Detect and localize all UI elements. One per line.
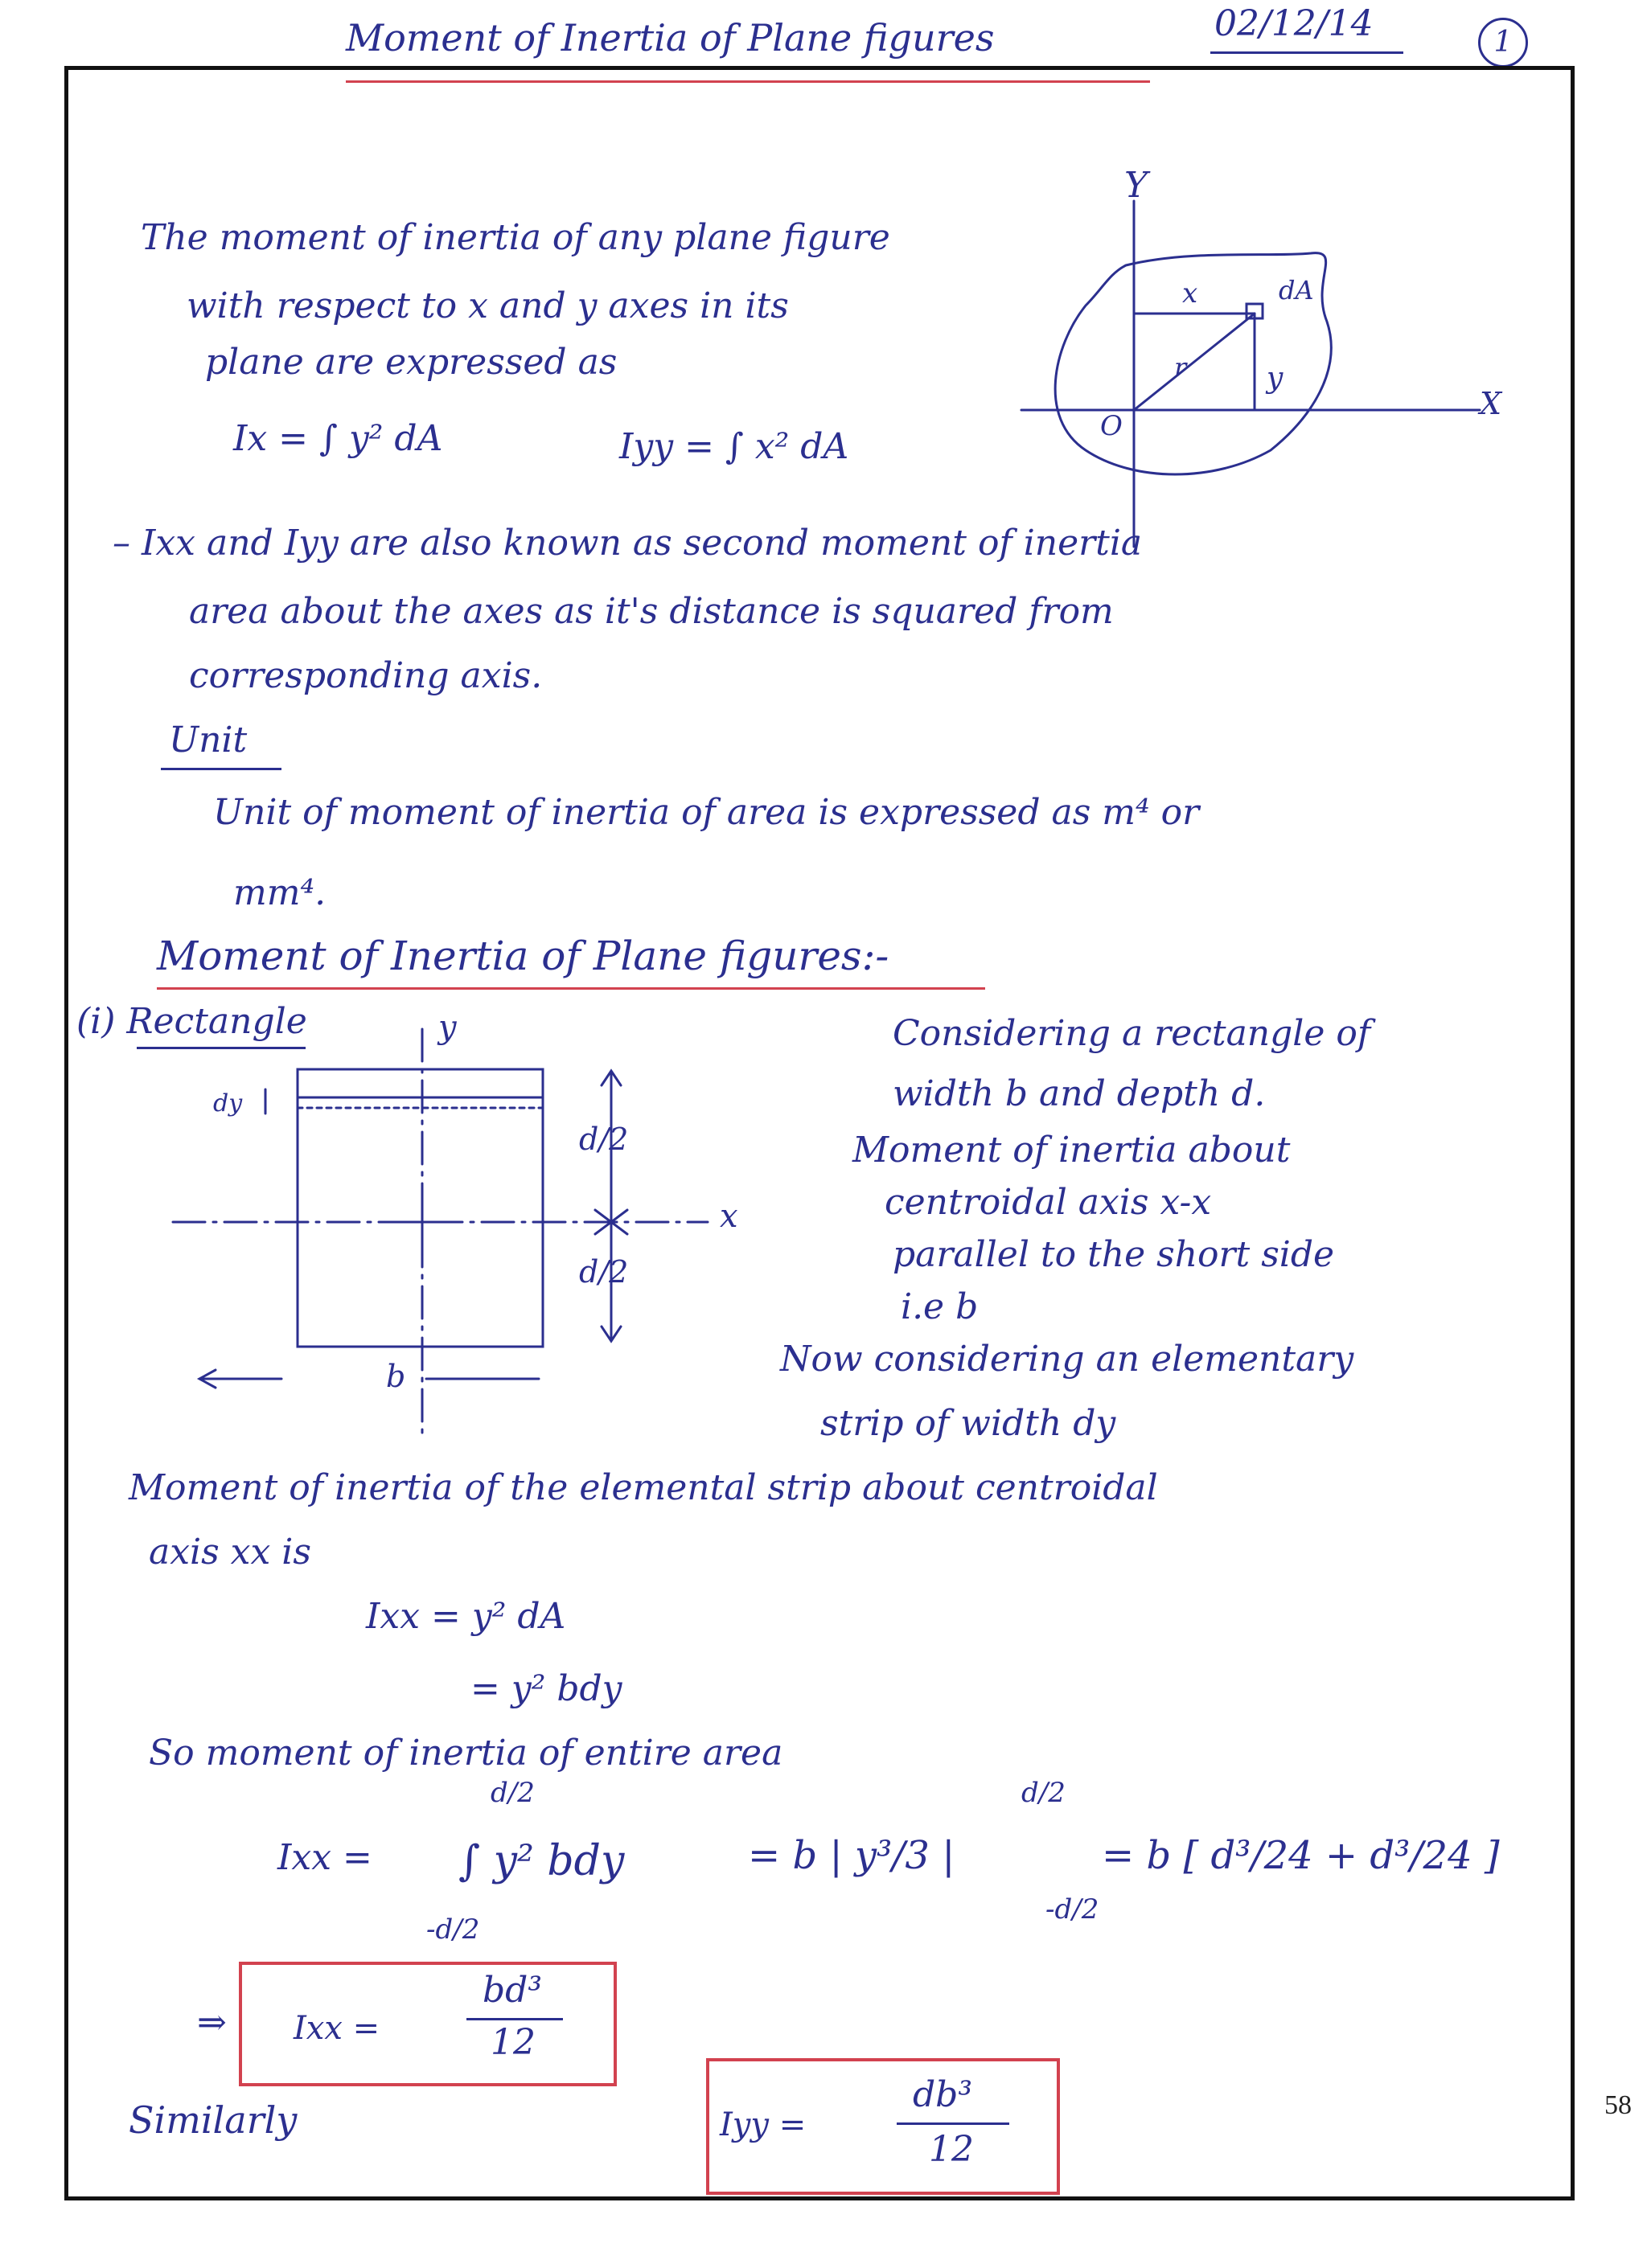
- intro-line-2: with respect to x and y axes in its: [187, 285, 789, 326]
- derivation-eq3-left: Ixx =: [277, 1837, 372, 1878]
- derivation-eq-2: = y² bdy: [470, 1668, 622, 1709]
- rectangle-shape: [298, 1069, 543, 1347]
- page-title: Moment of Inertia of Plane figures: [346, 16, 995, 59]
- diagram1-x-distance: x: [1182, 277, 1198, 310]
- rect-text-line-3: Moment of inertia about: [852, 1130, 1291, 1171]
- rect-y-label: y: [438, 1009, 457, 1046]
- ixx-numerator: bd³: [483, 1970, 542, 2011]
- intro-line-3: plane are expressed as: [205, 342, 618, 383]
- formula-iy: Iyy = ∫ x² dA: [619, 426, 849, 467]
- rect-text-line-4: centroidal axis x-x: [885, 1182, 1212, 1223]
- iyy-denominator: 12: [929, 2129, 974, 2170]
- derivation-eq-1: Ixx = y² dA: [366, 1596, 566, 1637]
- section-heading: Moment of Inertia of Plane figures:-: [157, 933, 889, 979]
- date-underline: [1210, 51, 1403, 54]
- diagram1-x-label: X: [1480, 386, 1502, 421]
- rect-text-line-1: Considering a rectangle of: [893, 1013, 1371, 1054]
- diagram1-y-distance: y: [1267, 362, 1284, 395]
- rect-text-line-7: Now considering an elementary: [780, 1339, 1354, 1380]
- derivation-eq3-mid-upper: d/2: [1021, 1777, 1066, 1809]
- derivation-eq3-right: = b [ d³/24 + d³/24 ]: [1102, 1833, 1500, 1878]
- diagram1-y-label: Y: [1124, 165, 1148, 206]
- unit-line-1: Unit of moment of inertia of area is expressed as m⁴ or: [213, 792, 1200, 833]
- rect-text-line-8: strip of width dy: [820, 1403, 1116, 1444]
- note-line-3: corresponding axis.: [189, 655, 543, 696]
- intro-line-1: The moment of inertia of any plane figure: [141, 217, 890, 258]
- diagram1-r-label: r: [1174, 352, 1187, 383]
- rect-text-line-5: parallel to the short side: [893, 1234, 1335, 1275]
- unit-heading: Unit: [169, 720, 248, 761]
- derivation-eq3-upper: d/2: [491, 1777, 535, 1809]
- ixx-label: Ixx =: [294, 2010, 380, 2047]
- page-circle: [1478, 18, 1528, 68]
- derivation-eq3-integrand: ∫ y² bdy: [458, 1837, 625, 1885]
- rect-d-half-bottom: d/2: [579, 1254, 629, 1290]
- derivation-eq3-mid: = b | y³/3 |: [748, 1833, 955, 1878]
- iyy-label: Iyy =: [720, 2106, 807, 2143]
- rect-b-label: b: [386, 1359, 406, 1394]
- derivation-line-1: Moment of inertia of the elemental strip about centroidal: [129, 1467, 1158, 1508]
- ixx-fraction-bar: [466, 2018, 563, 2020]
- radius-line: [1134, 314, 1255, 410]
- rectangle-diagram: [161, 1021, 764, 1471]
- derivation-line-3: So moment of inertia of entire area: [149, 1733, 783, 1774]
- page-number: 58: [1604, 2090, 1632, 2120]
- rect-x-label: x: [720, 1198, 738, 1235]
- derivation-line-2: axis xx is: [149, 1532, 311, 1573]
- similarly-text: Similarly: [129, 2098, 298, 2142]
- rect-text-line-2: width b and depth d.: [893, 1073, 1266, 1114]
- rect-dy-label: dy: [213, 1089, 243, 1118]
- unit-line-2: mm⁴.: [233, 872, 327, 913]
- unit-underline: [161, 768, 281, 770]
- derivation-eq3-mid-lower: -d/2: [1045, 1893, 1099, 1926]
- header-date: 02/12/14: [1214, 3, 1374, 44]
- diagram1-da-label: dA: [1279, 275, 1314, 306]
- note-line-2: area about the axes as it's distance is squared from: [189, 591, 1114, 632]
- derivation-eq3-lower: -d/2: [426, 1913, 480, 1946]
- result-arrow: ⇒: [197, 2002, 227, 2043]
- iyy-fraction-bar: [897, 2122, 1009, 2125]
- rect-d-half-top: d/2: [579, 1122, 629, 1157]
- formula-ix: Ix = ∫ y² dA: [233, 418, 443, 459]
- rectangle-subheading: (i) Rectangle: [76, 1001, 307, 1042]
- section-underline: [157, 987, 985, 990]
- ixx-denominator: 12: [491, 2022, 536, 2063]
- rect-text-line-6: i.e b: [901, 1286, 979, 1327]
- iyy-numerator: db³: [913, 2074, 972, 2115]
- note-line-1: – Ixx and Iyy are also known as second moment of inertia: [113, 523, 1143, 564]
- page-circle-number: 1: [1493, 26, 1513, 59]
- area-diagram: [1005, 161, 1488, 563]
- diagram1-origin: O: [1100, 410, 1123, 442]
